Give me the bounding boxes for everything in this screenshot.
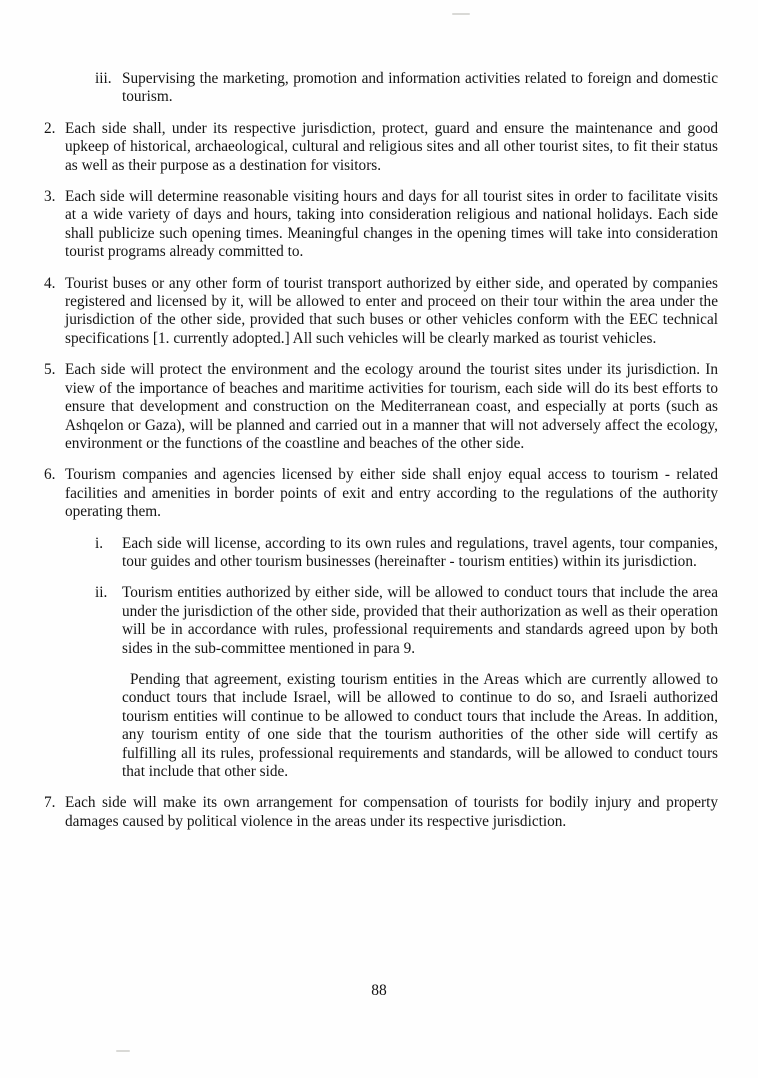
page-number: 88	[371, 982, 387, 999]
list-item-6-ii	[95, 584, 718, 658]
item-text: Tourism companies and agencies licensed by either side shall enjoy equal access to tourism - related facilities and amenities in border points of exit and entry according to the regulations of the authority operating them.	[65, 466, 718, 521]
item-text: Pending that agreement, existing tourism entities in the Areas which are currently allowed to conduct tours that include Israel, will be allowed to continue to do so, and Israeli authorized tourism entities will continue to be allowed to conduct tours that include the Areas. In addition, any tourism entity of one side that the tourism authorities of the other side will certify as fulfilling all its rules, professional requirements and standards, will be allowed to conduct tours that include that other side.	[122, 670, 718, 780]
list-item-7	[44, 794, 718, 831]
list-item-4	[44, 275, 718, 349]
list-item-5	[44, 361, 718, 453]
list-item-6-i	[95, 535, 718, 572]
item-marker: ii.	[95, 584, 108, 602]
item-marker: 7.	[44, 794, 56, 812]
item-marker: iii.	[95, 70, 112, 87]
item-marker: i.	[95, 534, 104, 552]
item-text: Each side will determine reasonable visiting hours and days for all tourist sites in order to facilitate visits at a wide variety of days and hours, taking into consideration religious and national holidays. Each side shall publicize such opening times. Meaningful changes in the opening times will take into consideration tourist programs already committed to.	[65, 188, 718, 261]
list-item-6	[44, 466, 718, 521]
item-marker: 3.	[44, 188, 56, 206]
list-item-3	[44, 188, 718, 262]
item-marker: 6.	[44, 466, 56, 484]
list-item-iii	[95, 70, 718, 107]
item-text: Tourism entities authorized by either side, will be allowed to conduct tours that include the area under the jurisdiction of the other side, provided that their authorization as well as their operation will be in accordance with rules, professional requirements and standards agreed upon by both sides in the sub-committee mentioned in para 9.	[122, 584, 718, 657]
item-marker: 5.	[44, 361, 56, 379]
scan-artifact-bottom	[116, 1050, 130, 1052]
scan-artifact-top	[452, 13, 470, 15]
list-item-2	[44, 120, 718, 175]
item-text: Tourist buses or any other form of tourist transport authorized by either side, and operated by companies registered and licensed by it, will be allowed to enter and proceed on their tour within the area under the jurisdiction of the other side, provided that such buses or other vehicles conform with the EEC technical specifications [1. currently adopted.] All such vehicles will be clearly marked as tourist vehicles.	[65, 274, 718, 347]
item-text: Each side will license, according to its own rules and regulations, travel agents, tour companies, tour guides and other tourism businesses (hereinafter - tourism entities) within its jurisdiction.	[122, 534, 718, 570]
item-marker: 4.	[44, 274, 56, 292]
item-text: Supervising the marketing, promotion and information activities related to foreign and domestic tourism.	[122, 70, 718, 106]
page-content	[44, 70, 718, 844]
item-text: Each side shall, under its respective jurisdiction, protect, guard and ensure the maintenance and good upkeep of historical, archaeological, cultural and religious sites and all other tourist sites, to fit their status as well as their purpose as a destination for visitors.	[65, 119, 718, 174]
item-text: Each side will make its own arrangement for compensation of tourists for bodily injury and property damages caused by political violence in the areas under its respective jurisdiction.	[65, 794, 718, 830]
continuation-paragraph	[122, 671, 718, 781]
item-marker: 2.	[44, 119, 56, 137]
item-text: Each side will protect the environment and the ecology around the tourist sites under its jurisdiction. In view of the importance of beaches and maritime activities for tourism, each side will do its best efforts to ensure that development and construction on the Mediterranean coast, and especially at ports (such as Ashqelon or Gaza), will be planned and carried out in a manner that will not adversely affect the ecology, environment or the functions of the coastline and beaches of the other side.	[65, 361, 718, 452]
